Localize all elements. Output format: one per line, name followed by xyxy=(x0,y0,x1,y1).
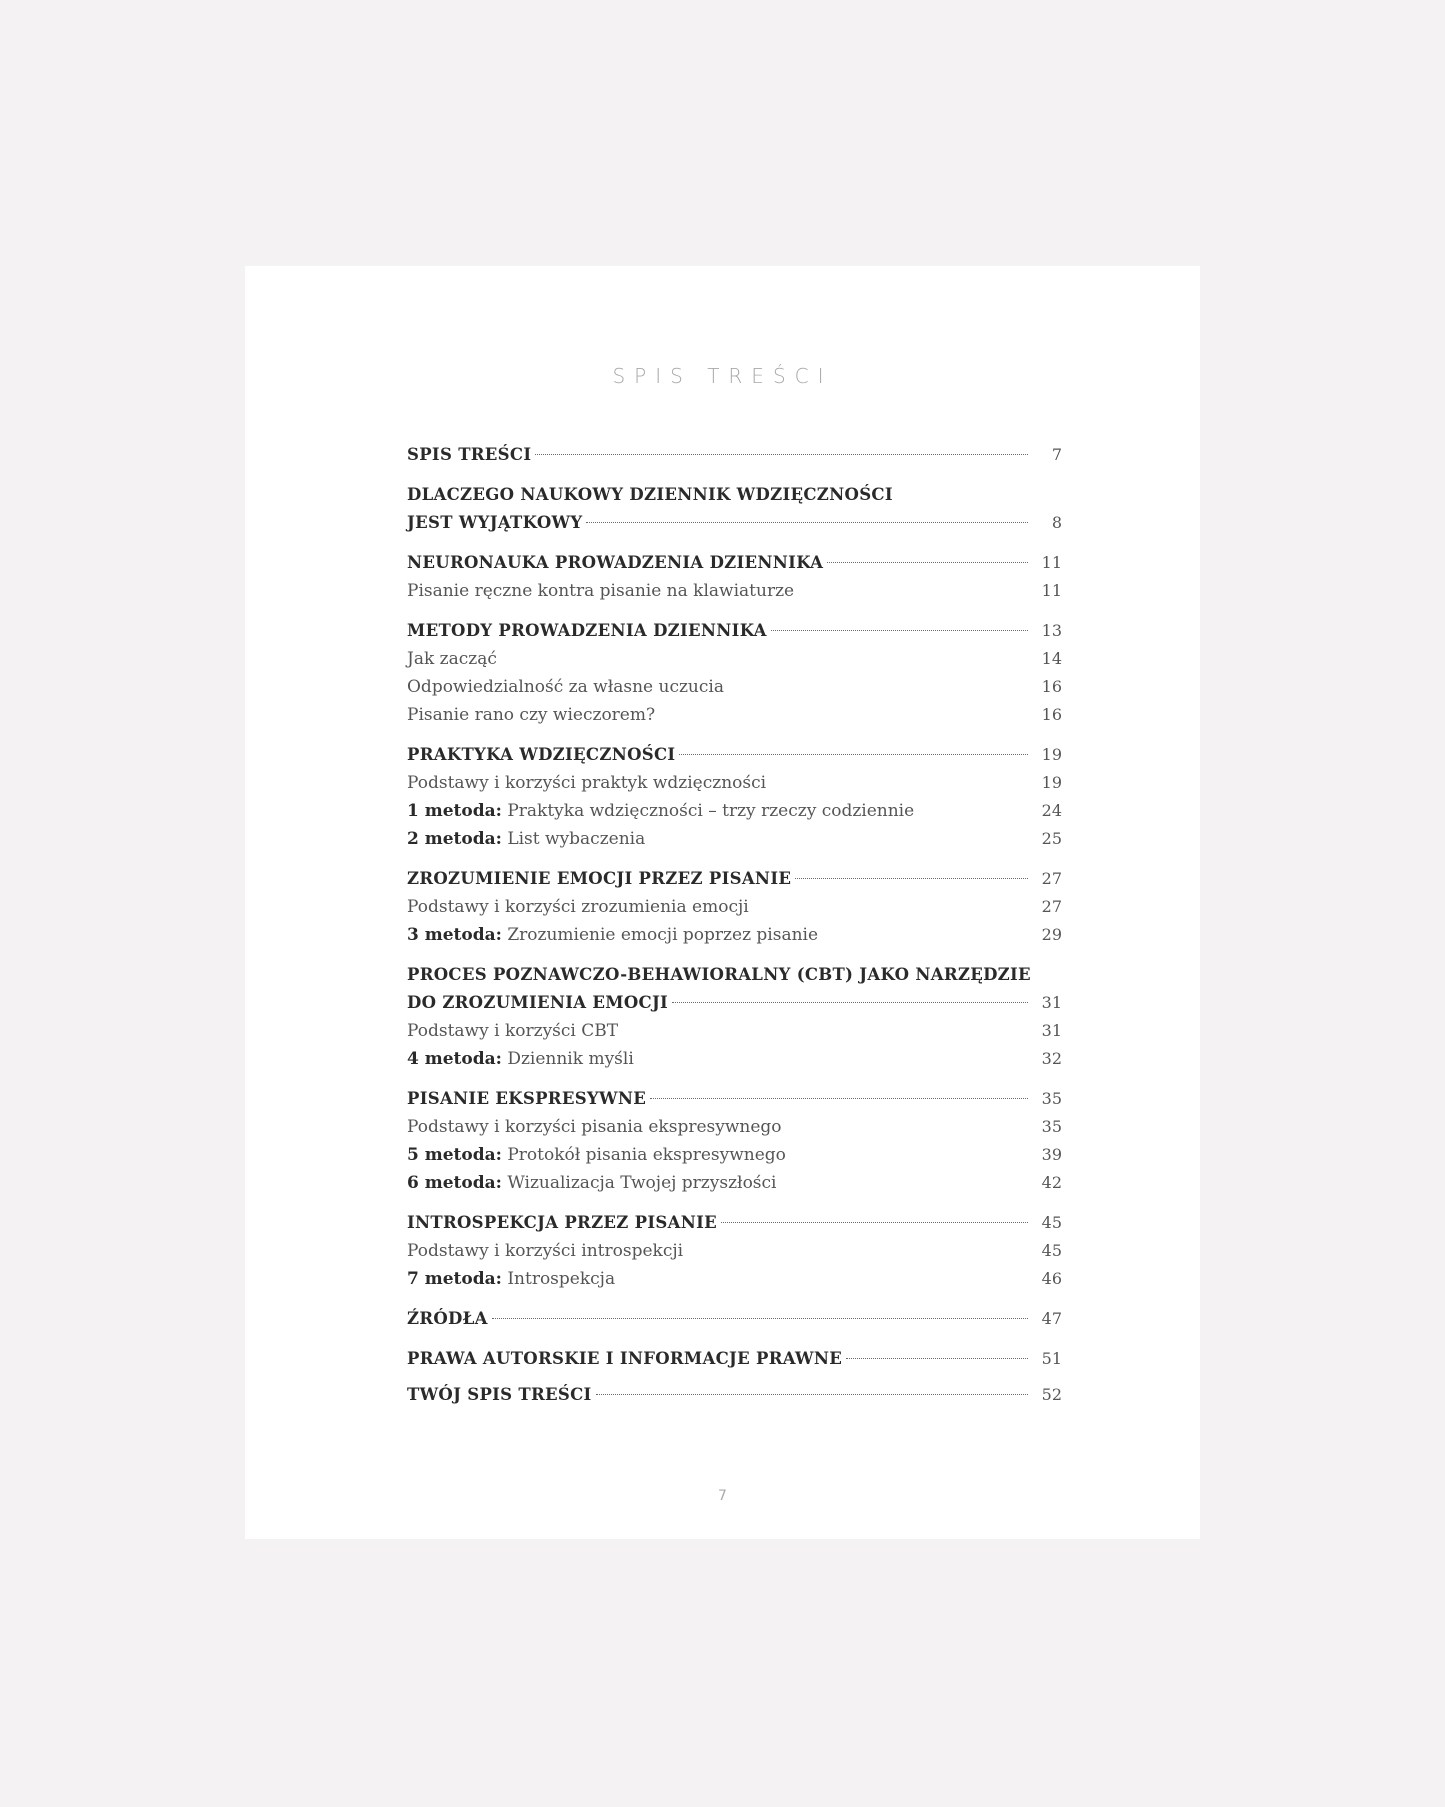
toc-section-title: JEST WYJĄTKOWY xyxy=(407,513,583,532)
toc-item[interactable] xyxy=(407,1169,1062,1197)
toc-item-title: Dziennik myśli xyxy=(507,1049,634,1069)
dot-leader xyxy=(650,1098,1028,1099)
toc-page-number: 46 xyxy=(1041,1269,1062,1288)
toc-page-number: 11 xyxy=(1041,581,1062,600)
toc-item[interactable] xyxy=(407,825,1062,853)
toc-page-number: 24 xyxy=(1041,801,1062,820)
toc-item[interactable] xyxy=(407,645,1062,673)
toc-section-zrodla[interactable] xyxy=(407,1305,1062,1333)
toc-section-dlaczego-line2[interactable] xyxy=(407,509,1062,537)
toc-section-title: NEURONAUKA PROWADZENIA DZIENNIKA xyxy=(407,553,824,572)
toc-section-title: DLACZEGO NAUKOWY DZIENNIK WDZIĘCZNOŚCI xyxy=(407,485,893,504)
toc-section-title: DO ZROZUMIENIA EMOCJI xyxy=(407,993,669,1012)
toc-item[interactable] xyxy=(407,1141,1062,1169)
toc-page-number: 39 xyxy=(1041,1145,1062,1164)
toc-page-number: 29 xyxy=(1041,925,1062,944)
toc-item[interactable] xyxy=(407,1017,1062,1045)
toc-page-number: 11 xyxy=(1041,553,1062,572)
toc-item-title: Jak zacząć xyxy=(407,649,497,669)
method-number: 2 metoda: xyxy=(407,829,502,849)
toc-item[interactable] xyxy=(407,673,1062,701)
toc-page-number: 45 xyxy=(1041,1213,1062,1232)
page-number-footer: 7 xyxy=(718,1488,727,1504)
method-number: 1 metoda: xyxy=(407,801,502,821)
toc-item[interactable] xyxy=(407,1265,1062,1293)
toc-item-title: Wizualizacja Twojej przyszłości xyxy=(507,1173,777,1193)
toc-item[interactable] xyxy=(407,1045,1062,1073)
toc-page-number: 47 xyxy=(1041,1309,1062,1328)
toc-page-number: 25 xyxy=(1041,829,1062,848)
dot-leader xyxy=(795,878,1028,879)
toc-section-title: SPIS TREŚCI xyxy=(407,445,532,464)
toc-section-ekspresywne[interactable] xyxy=(407,1085,1062,1113)
toc-section-title: METODY PROWADZENIA DZIENNIKA xyxy=(407,621,767,640)
toc-item[interactable] xyxy=(407,893,1062,921)
toc-section-cbt-line2[interactable] xyxy=(407,989,1062,1017)
toc-section-zrozumienie[interactable] xyxy=(407,865,1062,893)
toc-page-number: 35 xyxy=(1041,1117,1062,1136)
toc-item-title: List wybaczenia xyxy=(507,829,646,849)
toc-page-number: 45 xyxy=(1041,1241,1062,1260)
method-number: 3 metoda: xyxy=(407,925,502,945)
toc-item-title: Podstawy i korzyści CBT xyxy=(407,1021,619,1041)
toc-item[interactable] xyxy=(407,701,1062,729)
toc-page-number: 7 xyxy=(1051,445,1062,464)
toc-item[interactable] xyxy=(407,921,1062,949)
dot-leader xyxy=(771,630,1028,631)
toc-page-number: 16 xyxy=(1041,705,1062,724)
method-number: 6 metoda: xyxy=(407,1173,502,1193)
toc-item[interactable] xyxy=(407,1113,1062,1141)
toc-page-number: 27 xyxy=(1041,897,1062,916)
toc-page-number: 8 xyxy=(1051,513,1062,532)
toc-item-title: Zrozumienie emocji poprzez pisanie xyxy=(507,925,819,945)
toc-page-number: 51 xyxy=(1041,1349,1062,1368)
toc-section-title: PISANIE EKSPRESYWNE xyxy=(407,1089,647,1108)
toc-section-prawa-autorskie[interactable] xyxy=(407,1345,1062,1373)
toc-section-twoj-spis[interactable] xyxy=(407,1381,1062,1409)
dot-leader xyxy=(535,454,1028,455)
page-title: SPIS TREŚCI xyxy=(612,364,833,388)
toc-section-title: PRAKTYKA WDZIĘCZNOŚCI xyxy=(407,745,676,764)
toc-section-introspekcja[interactable] xyxy=(407,1209,1062,1237)
method-number: 4 metoda: xyxy=(407,1049,502,1069)
toc-page-number: 19 xyxy=(1041,773,1062,792)
toc-section-cbt-line1[interactable] xyxy=(407,961,1062,989)
dot-leader xyxy=(492,1318,1028,1319)
toc-section-title: ZROZUMIENIE EMOCJI PRZEZ PISANIE xyxy=(407,869,792,888)
toc-item[interactable] xyxy=(407,577,1062,605)
dot-leader xyxy=(721,1222,1028,1223)
toc-section-title: PROCES POZNAWCZO-BEHAWIORALNY (CBT) JAKO NARZĘDZIE xyxy=(407,965,1031,984)
dot-leader xyxy=(846,1358,1028,1359)
toc-section-dlaczego-line1[interactable] xyxy=(407,481,1062,509)
toc-section-title: PRAWA AUTORSKIE I INFORMACJE PRAWNE xyxy=(407,1349,843,1368)
toc-item-title: Podstawy i korzyści praktyk wdzięczności xyxy=(407,773,767,793)
toc-item-title: Podstawy i korzyści pisania ekspresywnego xyxy=(407,1117,782,1137)
table-of-contents xyxy=(407,441,1062,1409)
dot-leader xyxy=(596,1394,1028,1395)
toc-item-title: Introspekcja xyxy=(507,1269,616,1289)
toc-page-number: 16 xyxy=(1041,677,1062,696)
toc-page-number: 14 xyxy=(1041,649,1062,668)
toc-section-title: TWÓJ SPIS TREŚCI xyxy=(407,1385,592,1404)
toc-page-number: 35 xyxy=(1041,1089,1062,1108)
dot-leader xyxy=(679,754,1028,755)
toc-item-title: Odpowiedzialność za własne uczucia xyxy=(407,677,724,697)
toc-item-title: Praktyka wdzięczności – trzy rzeczy codziennie xyxy=(507,801,915,821)
toc-item[interactable] xyxy=(407,769,1062,797)
toc-page-number: 42 xyxy=(1041,1173,1062,1192)
toc-section-spis-tresci[interactable] xyxy=(407,441,1062,469)
toc-page-number: 27 xyxy=(1041,869,1062,888)
toc-item-title: Podstawy i korzyści introspekcji xyxy=(407,1241,684,1261)
toc-page-number: 13 xyxy=(1041,621,1062,640)
toc-section-title: ŹRÓDŁA xyxy=(407,1309,488,1328)
toc-section-metody[interactable] xyxy=(407,617,1062,645)
toc-section-praktyka[interactable] xyxy=(407,741,1062,769)
toc-item-title: Podstawy i korzyści zrozumienia emocji xyxy=(407,897,749,917)
toc-item[interactable] xyxy=(407,797,1062,825)
method-number: 5 metoda: xyxy=(407,1145,502,1165)
toc-section-title: INTROSPEKCJA PRZEZ PISANIE xyxy=(407,1213,717,1232)
toc-page-number: 31 xyxy=(1041,993,1062,1012)
toc-page-number: 31 xyxy=(1041,1021,1062,1040)
toc-item-title: Protokół pisania ekspresywnego xyxy=(507,1145,786,1165)
dot-leader xyxy=(586,522,1028,523)
toc-page-number: 32 xyxy=(1041,1049,1062,1068)
dot-leader xyxy=(672,1002,1028,1003)
toc-section-neuronauka[interactable] xyxy=(407,549,1062,577)
toc-page-number: 19 xyxy=(1041,745,1062,764)
document-page xyxy=(245,266,1200,1539)
toc-item-title: Pisanie ręczne kontra pisanie na klawiaturze xyxy=(407,581,795,601)
toc-item[interactable] xyxy=(407,1237,1062,1265)
toc-item-title: Pisanie rano czy wieczorem? xyxy=(407,705,656,725)
method-number: 7 metoda: xyxy=(407,1269,502,1289)
toc-page-number: 52 xyxy=(1041,1385,1062,1404)
dot-leader xyxy=(827,562,1028,563)
